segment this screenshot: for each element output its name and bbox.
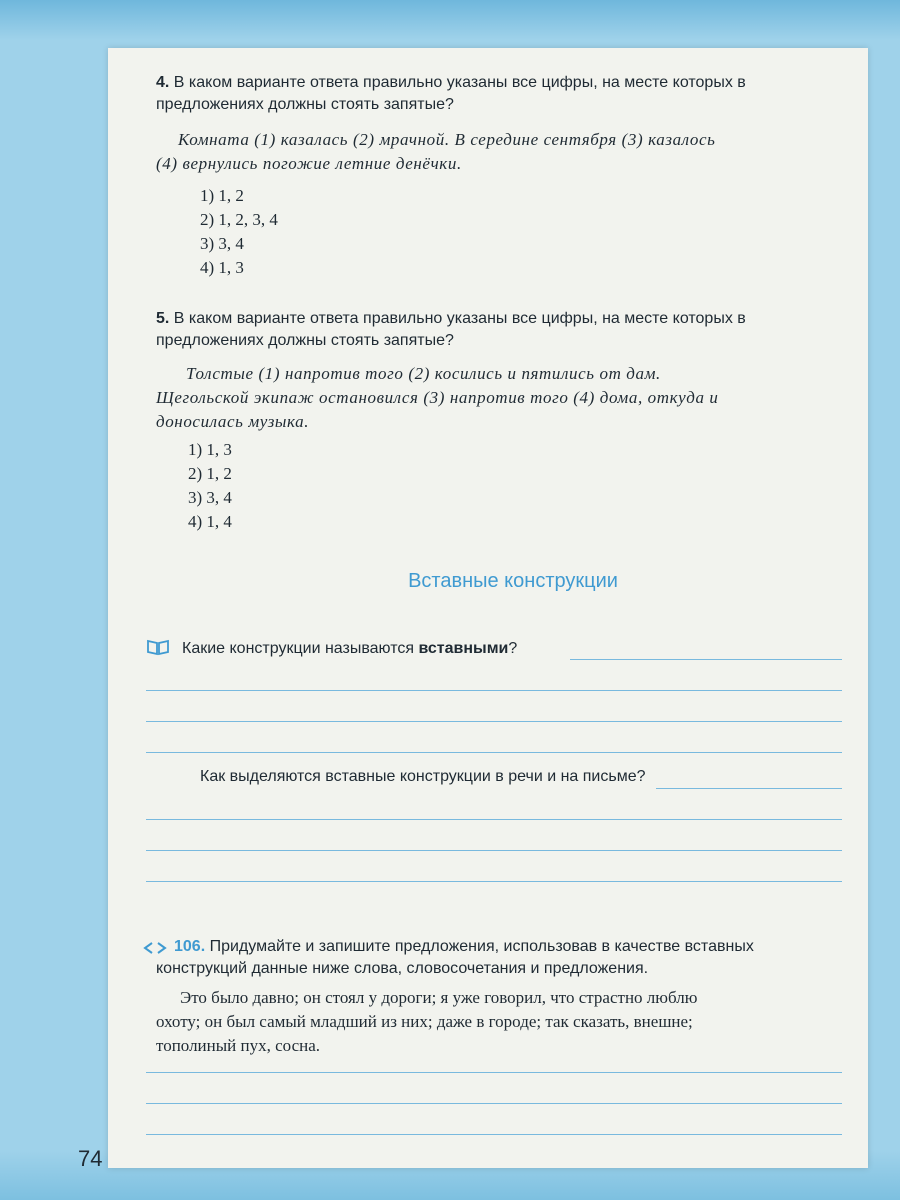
answer-line[interactable] [146,881,842,882]
exercise-106-task [174,936,854,958]
section-title: Вставные конструкции [408,570,618,592]
exercise-106-material-2: охоту; он был самый младший из них; даже в городе; так сказать, внешне; [156,1012,693,1031]
answer-line[interactable] [656,788,842,789]
q4-option-3[interactable]: 3) 3, 4 [200,234,244,253]
theory-question-1-suffix: ? [508,640,518,657]
theory-question-1-prefix: Какие конструкции называются [182,640,419,657]
answer-line[interactable] [146,819,842,820]
q4-option-2[interactable]: 2) 1, 2, 3, 4 [200,210,278,229]
link-icon [142,941,168,955]
question-4-passage-line1: Комната (1) казалась (2) мрачной. В середине сентября (3) казалось [178,130,716,149]
exercise-106-material-1: Это было давно; он стоял у дороги; я уже говорил, что страстно люблю [180,988,698,1007]
exercise-106-material-3: тополиный пух, сосна. [156,1036,321,1055]
question-5-number: 5. [156,310,170,327]
answer-line[interactable] [146,752,842,753]
q5-option-3[interactable]: 3) 3, 4 [188,488,232,507]
question-5-passage-3 [156,410,856,434]
answer-line[interactable] [146,1072,842,1073]
top-edge [0,0,900,40]
theory-question-2: Как выделяются вставные конструкции в речи и на письме? [200,768,646,785]
question-4 [156,72,856,116]
question-5-passage-line2: Щегольской экипаж остановился (3) напротив того (4) дома, откуда и [156,388,719,407]
question-4-passage [156,128,856,152]
q4-option-4[interactable]: 4) 1, 3 [200,258,244,277]
question-5-passage-2 [156,386,856,410]
question-5 [156,308,856,352]
q5-option-4[interactable]: 4) 1, 4 [188,512,232,531]
question-4-number: 4. [156,74,170,91]
question-4-passage-2 [156,152,856,176]
theory-question-1 [182,638,517,660]
page-number: 74 [78,1146,103,1171]
exercise-106-task-line2: конструкций данные ниже слова, словосочетания и предложения. [156,960,649,977]
exercise-106-number: 106. [174,938,206,955]
question-5-passage-line3: доносилась музыка. [156,412,310,431]
question-4-text: В каком варианте ответа правильно указаны все цифры, на месте которых в предложениях должны стоять запятые? [156,74,746,113]
answer-line[interactable] [146,690,842,691]
question-5-text: В каком варианте ответа правильно указаны все цифры, на месте которых в предложениях должны стоять запятые? [156,310,746,349]
theory-question-1-keyword: вставными [418,640,509,657]
question-5-passage-1 [156,362,856,386]
q4-option-1[interactable]: 1) 1, 2 [200,186,244,205]
question-4-passage-line2: (4) вернулись погожие летние денёчки. [156,154,462,173]
question-5-passage-line1: Толстые (1) напротив того (2) косились и пятились от дам. [186,364,661,383]
answer-line[interactable] [146,1134,842,1135]
answer-line[interactable] [146,850,842,851]
answer-line[interactable] [570,659,842,660]
book-icon [146,638,170,656]
answer-line[interactable] [146,1103,842,1104]
answer-line[interactable] [146,721,842,722]
q5-option-2[interactable]: 2) 1, 2 [188,464,232,483]
q5-option-1[interactable]: 1) 1, 3 [188,440,232,459]
exercise-106-task-line1: Придумайте и запишите предложения, использовав в качестве вставных [205,938,754,955]
workbook-page [108,48,868,1168]
exercise-106-task-2 [156,958,856,980]
